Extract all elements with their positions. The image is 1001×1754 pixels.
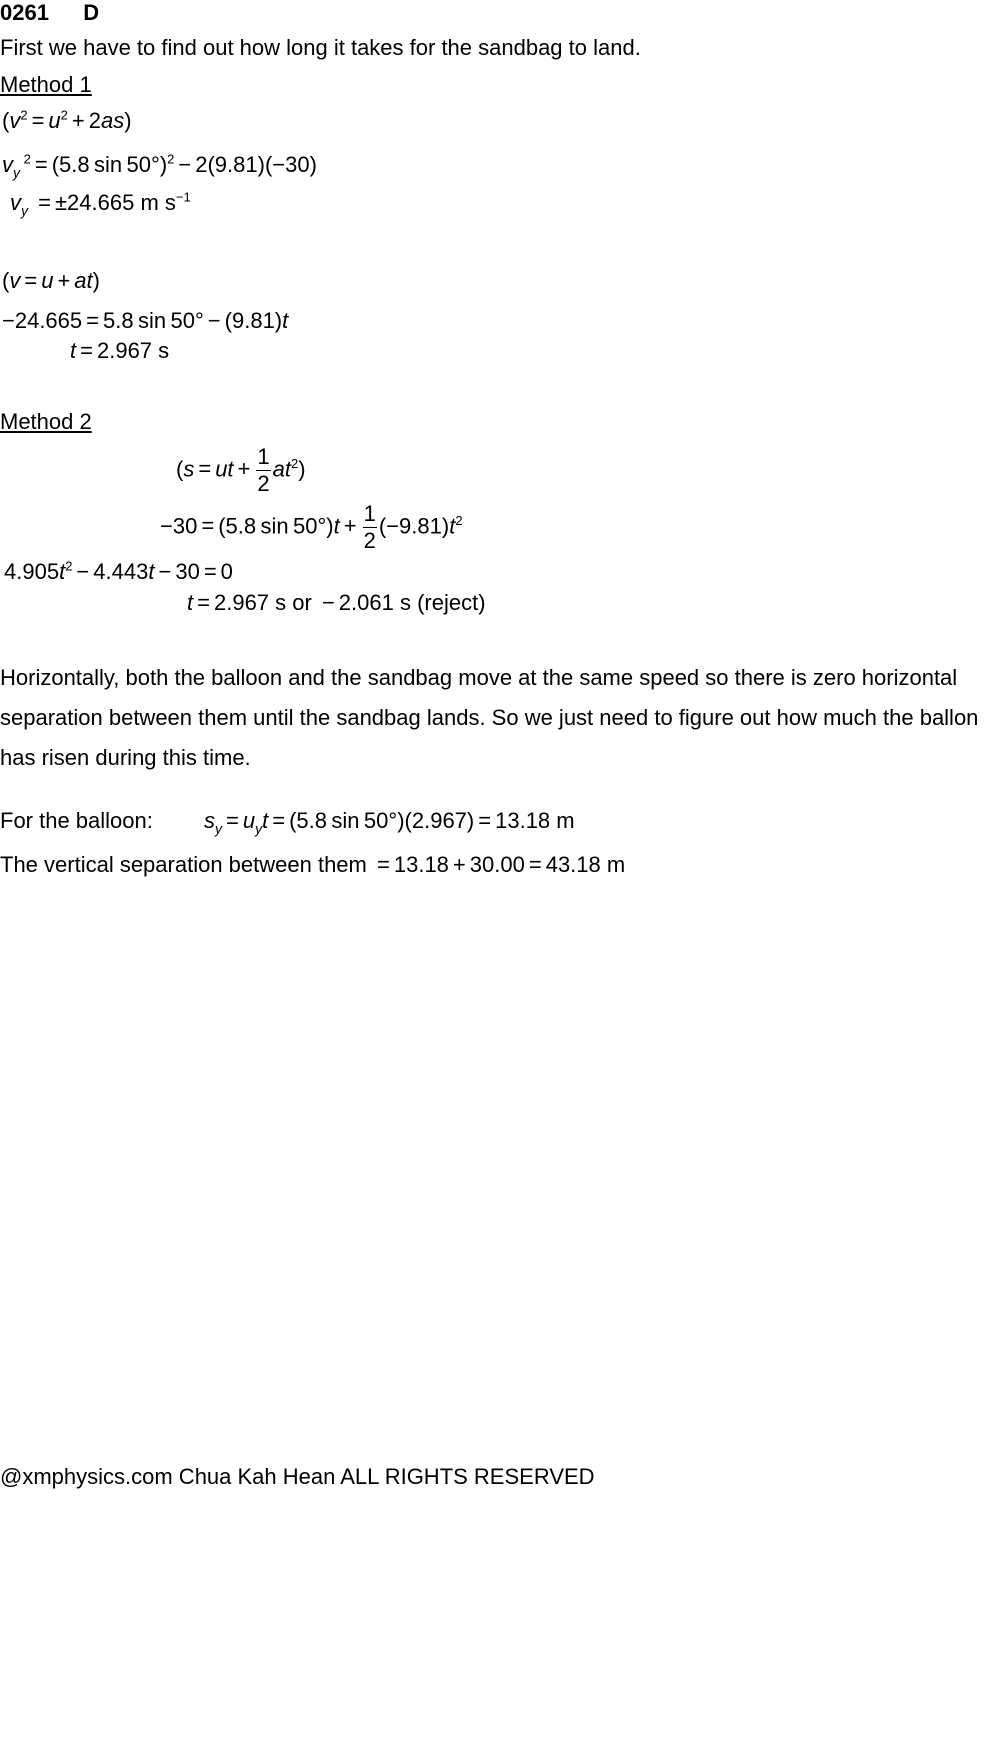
intro-text: First we have to find out how long it takes for the sandbag to land. (0, 35, 641, 60)
method1-step3: −24.665 = 5.8 sin 50° − (9.81)t (2, 308, 289, 333)
method1-formula1: $(v^2 = u^2 + 2as)$ (2, 107, 132, 133)
method2-formula: (s = ut + $\frac{1}{2}$ $at^2$) (176, 444, 306, 496)
question-header (0, 0, 99, 26)
explanation-paragraph: Horizontally, both the balloon and the sandbag move at the same speed so there is zero horizontal separation between them until the sandbag lands. So we just need to figure out how much the ballon has risen during this time. (0, 665, 979, 770)
conclusion-line (0, 852, 625, 878)
balloon-equation: $s_y = u_yt = (5.8$ sin 50°)(2.967) = 13.18 m (204, 808, 575, 837)
answer-letter: D (83, 0, 100, 25)
method2-step2: $4.905t^2 - 4.443t - 30 = 0$ (4, 558, 233, 584)
method1-heading: Method 1 (0, 72, 92, 97)
question-number: 0261 (0, 0, 49, 25)
footer-copyright: @xmphysics.com Chua Kah Hean ALL RIGHTS RESERVED (0, 1464, 595, 1489)
method2-step1: −30 = (5.8 sin 50°)t + $\frac{1}{2}$ $(-9.81)t^2$ (160, 501, 463, 553)
method1-step4: t = 2.967 s (70, 338, 170, 363)
conclusion-equation: = 13.18 + 30.00 = 43.18 m (377, 852, 626, 877)
method2-heading: Method 2 (0, 409, 92, 434)
method1-formula2: (v = u + at) (2, 268, 100, 293)
method1-step1: $v_y$ $^2$ = (5.8 sin 50°)$^2$ − 2(9.81)(−30) (2, 151, 317, 181)
conclusion-text: The vertical separation between them (0, 852, 367, 877)
method1-step2: $v_y = \pm 24.665$ m $s^{-1}$ (10, 189, 191, 219)
balloon-label: For the balloon: (0, 808, 153, 833)
method2-step3: t = 2.967 s or − 2.061 s (reject) (187, 590, 486, 615)
